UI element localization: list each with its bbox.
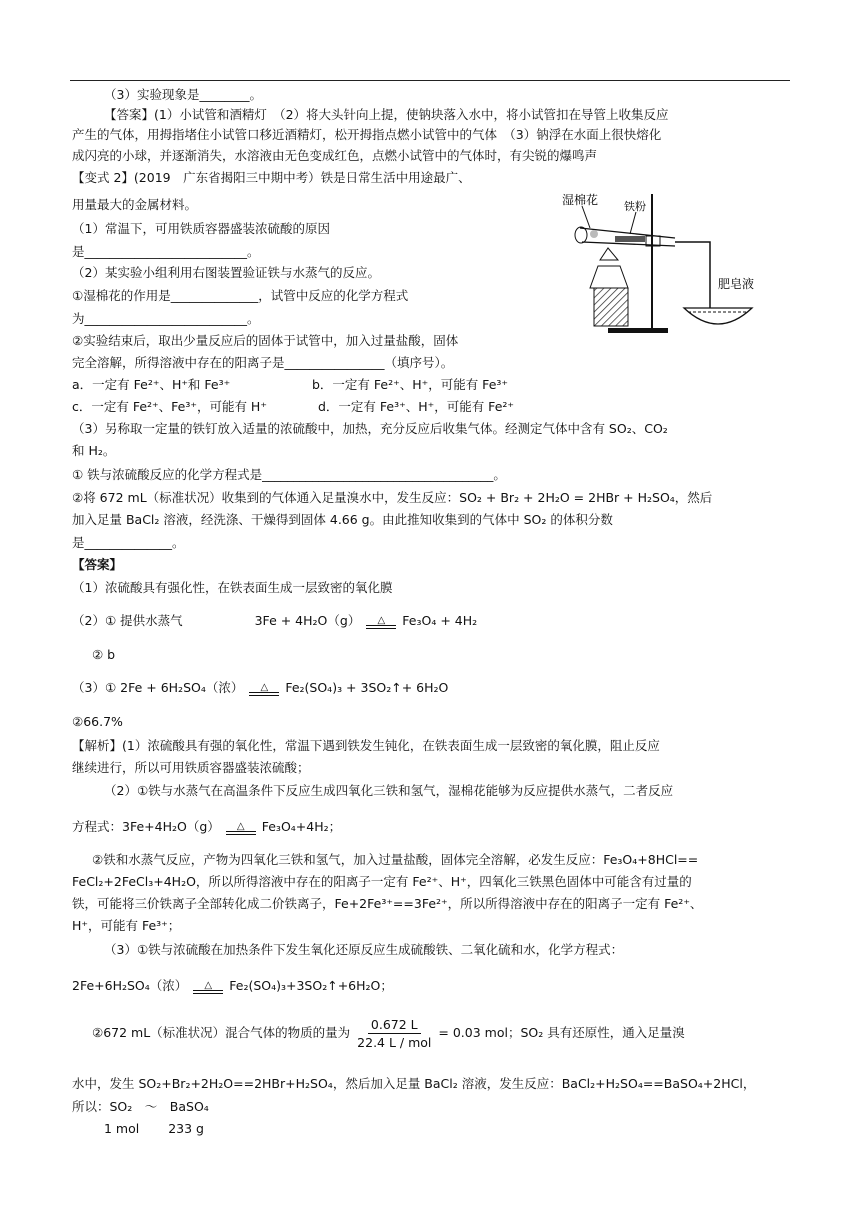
text-line: FeCl₂+2FeCl₃+4H₂O，所以所得溶液中存在的阳离子一定有 Fe²⁺、H⁺，四氧化三铁黑色固体中可能含有过量的 [72,874,692,889]
equation-right: Fe₂(SO₄)₃+3SO₂↑+6H₂O； [229,978,393,993]
text-line: ②将 672 mL（标准状况）收集到的气体通入足量溴水中，发生反应：SO₂ + Br₂ + 2H₂O = 2HBr + H₂SO₄，然后 [72,490,713,505]
option-b: b．一定有 Fe²⁺、H⁺，可能有 Fe³⁺ [312,377,508,392]
test-tube-bottom [582,242,675,246]
text-line: ①湿棉花的作用是______________，试管中反应的化学方程式 [72,288,409,303]
text-line: 完全溶解，所得溶液中存在的阳离子是________________（填序号）。 [72,355,454,370]
text-line [72,818,341,835]
answer-line: 【答案】(1）小试管和酒精灯 （2）将大头针向上提，使钠块落入水中，将小试管扣在导管上收集反应 [104,107,669,122]
text-line: ① 铁与浓硫酸反应的化学方程式是_____________________________________。 [72,467,506,482]
label-wet-cotton: 湿棉花 [562,193,599,207]
answer-part: （2）① 提供水蒸气 [72,613,183,628]
text-line: （3）实验现象是________。 [104,87,262,102]
equation-left: 2Fe+6H₂SO₄（浓） [72,978,188,993]
text-line: （3）①铁与浓硫酸在加热条件下发生氧化还原反应生成硫酸铁、二氧化硫和水，化学方程式： [104,942,624,957]
equation-left: 3Fe + 4H₂O（g） [254,613,361,628]
leader-line [582,206,590,228]
text-line: 产生的气体，用拇指堵住小试管口移近酒精灯，松开拇指点燃小试管中的气体 （3）钠浮在水面上很快熔化 [72,127,662,142]
text-line: （2）①铁与水蒸气在高温条件下反应生成四氧化三铁和氢气，湿棉花能够为反应提供水蒸气，二者反应 [104,783,674,798]
equation-right: Fe₂(SO₄)₃ + 3SO₂↑+ 6H₂O [285,680,449,695]
fraction-numerator: 0.672 L [368,1016,421,1034]
answer-line: ② b [92,647,116,662]
answer-line: （1）浓硫酸具有强化性，在铁表面生成一层致密的氧化膜 [72,580,393,595]
flame [600,248,618,260]
option-c: c．一定有 Fe²⁺、Fe³⁺，可能有 H⁺ [72,399,267,414]
lamp-stand [594,288,628,326]
text-line: 加入足量 BaCl₂ 溶液，经洗涤、干燥得到固体 4.66 g。由此推知收集到的气体中 SO₂ 的体积分数 [72,512,613,527]
label-iron-powder: 铁粉 [624,201,646,213]
heat-symbol: △ [366,616,396,629]
test-tube-end [575,227,587,243]
text-line: 继续进行，所以可用铁质容器盛装浓硫酸； [72,760,310,775]
answer-line [72,679,448,696]
heat-symbol: △ [193,981,223,994]
text-line: 用量最大的金属材料。 [72,197,198,212]
basin [684,308,752,324]
fraction-denominator: 22.4 L / mol [357,1035,432,1050]
text-line: 铁，可能将三价铁离子全部转化成二价铁离子，Fe+2Fe³⁺==3Fe²⁺，所以所得溶液中存在的阳离子一定有 Fe²⁺、 [72,896,703,911]
answer-line: ②66.7% [72,714,123,729]
leader-line [630,212,636,234]
text-line: 为__________________________。 [72,311,260,326]
variant-heading: 【变式 2】(2019 广东省揭阳三中期中考）铁是日常生活中用途最广、 [72,170,471,185]
text-line: ②实验结束后，取出少量反应后的固体于试管中，加入过量盐酸，固体 [72,333,459,348]
equation-left: （3）① 2Fe + 6H₂SO₄（浓） [72,680,244,695]
cotton [590,230,598,238]
text-line: H⁺，可能有 Fe³⁺； [72,918,181,933]
fraction [357,1016,431,1051]
text-line: 1 mol 233 g [104,1121,204,1136]
equation-left: 方程式：3Fe+4H₂O（g） [72,819,220,834]
text-line: （2）某实验小组利用右图装置验证铁与水蒸气的反应。 [72,265,380,280]
answer-line [72,612,477,629]
text-line: 水中，发生 SO₂+Br₂+2H₂O==2HBr+H₂SO₄，然后加入足量 BaCl₂ 溶液，发生反应：BaCl₂+H₂SO₄==BaSO₄+2HCl， [72,1076,756,1091]
text-line: （3）另称取一定量的铁钉放入适量的浓硫酸中，加热，充分反应后收集气体。经测定气体中含有 SO₂、CO₂ [72,421,668,436]
apparatus-figure [560,190,770,340]
text-line: 所以：SO₂ ～ BaSO₄ [72,1099,209,1114]
header-rule [70,80,790,81]
text-line: ②672 mL（标准状况）混合气体的物质的量为 $\frac{0.672 L}{\text{22.4 L / mol}}$ = 0.03 mol；SO₂ 具有还原性，通入足量溴 [92,1017,685,1050]
option-d: d．一定有 Fe³⁺、H⁺，可能有 Fe²⁺ [318,399,514,414]
text-line: 和 H₂。 [72,443,116,458]
text-line: 成闪亮的小球，并逐渐消失，水溶液由无色变成红色，点燃小试管中的气体时，有尖锐的爆鸣声 [72,148,598,163]
delivery-tube [675,242,710,308]
iron-powder [615,236,645,242]
heat-symbol: △ [226,822,256,835]
heat-symbol: △ [249,683,279,696]
text-line: （1）常温下，可用铁质容器盛装浓硫酸的原因 [72,221,330,236]
text-line [72,977,393,994]
option-a: a．一定有 Fe²⁺、H⁺和 Fe³⁺ [72,377,231,392]
answer-heading: 【答案】 [72,557,123,572]
text-line: 是______________。 [72,535,185,550]
equation-right: Fe₃O₄ + 4H₂ [402,613,478,628]
equation-right: Fe₃O₄+4H₂； [261,819,342,834]
analysis-line: 【解析】(1）浓硫酸具有强的氧化性，常温下遇到铁发生钝化，在铁表面生成一层致密的氧化膜，阻止反应 [72,738,660,753]
lamp-body [590,266,628,288]
stand-base [608,328,668,333]
label-soap-solution: 肥皂液 [718,277,755,291]
text-line: ②铁和水蒸气反应，产物为四氧化三铁和氢气，加入过量盐酸，固体完全溶解，必发生反应：Fe₃O₄+8HCl== [92,852,699,867]
text-line: 是__________________________。 [72,244,260,259]
